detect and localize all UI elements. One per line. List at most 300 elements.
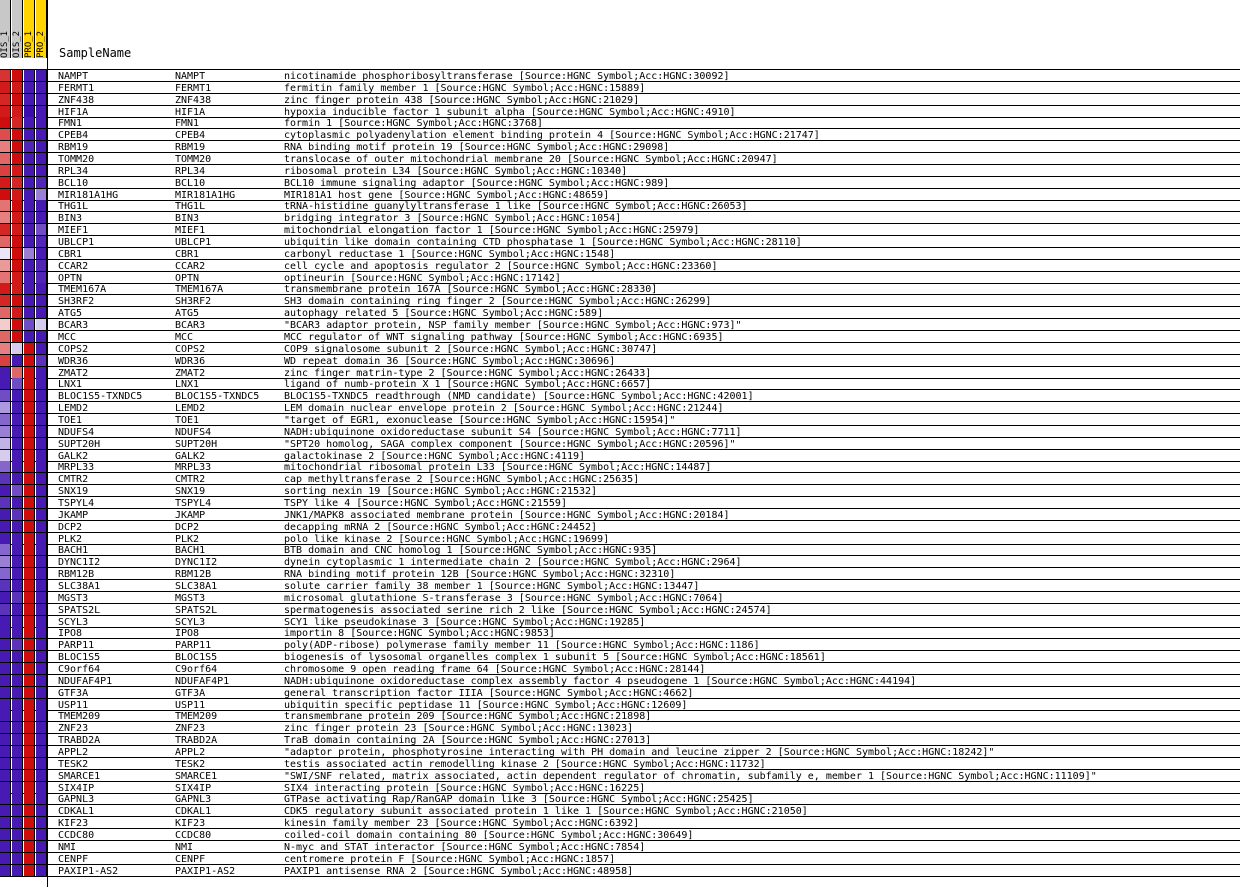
heatmap-cell	[0, 153, 11, 164]
heatmap-cell	[36, 82, 47, 93]
heatmap-row	[0, 556, 1240, 568]
gene-id: CCDC80	[58, 830, 95, 842]
gene-symbol: RBM12B	[175, 569, 212, 581]
heatmap-row	[0, 390, 1240, 402]
heatmap-cell	[12, 473, 23, 484]
heatmap-cell	[36, 129, 47, 140]
heatmap-cell	[36, 212, 47, 223]
gene-symbol: TRABD2A	[175, 735, 218, 747]
heatmap-cell	[24, 295, 35, 306]
gene-description: polo like kinase 2 [Source:HGNC Symbol;Acc:HGNC:19699]	[284, 533, 610, 545]
gene-id: DCP2	[58, 521, 83, 533]
heatmap-cell	[0, 70, 11, 81]
heatmap-row	[0, 438, 1240, 450]
gene-id: BIN3	[58, 213, 83, 225]
gene-symbol: ZMAT2	[175, 367, 206, 379]
gene-symbol: BCAR3	[175, 320, 206, 332]
gene-symbol: BLOC1S5	[175, 652, 218, 664]
heatmap-cell	[12, 367, 23, 378]
heatmap-cell	[36, 793, 47, 804]
gene-description: nicotinamide phosphoribosyltransferase [Source:HGNC Symbol;Acc:HGNC:30092]	[284, 71, 730, 82]
heatmap-cell	[12, 307, 23, 318]
gene-description: RNA binding motif protein 19 [Source:HGNC Symbol;Acc:HGNC:29098]	[284, 142, 670, 154]
gene-description: "BCAR3 adaptor protein, NSP family member [Source:HGNC Symbol;Acc:HGNC:973]"	[284, 320, 742, 332]
heatmap-cell	[12, 616, 23, 627]
heatmap-cell	[24, 426, 35, 437]
heatmap-row	[0, 450, 1240, 462]
heatmap-row	[0, 722, 1240, 734]
heatmap-cell	[24, 746, 35, 757]
heatmap-row	[0, 331, 1240, 343]
heatmap-cell	[0, 758, 11, 769]
heatmap-cell	[24, 94, 35, 105]
heatmap-cell	[24, 236, 35, 247]
gene-id: PARP11	[58, 640, 95, 652]
heatmap-row	[0, 129, 1240, 141]
gene-symbol: TOE1	[175, 414, 200, 426]
gene-id: MRPL33	[58, 462, 95, 474]
heatmap-cell	[24, 651, 35, 662]
heatmap-cell	[12, 687, 23, 698]
heatmap-row	[0, 497, 1240, 509]
heatmap-cell	[12, 746, 23, 757]
heatmap-cell	[36, 141, 47, 152]
heatmap-cell	[24, 461, 35, 472]
heatmap-cell	[12, 710, 23, 721]
gene-id: CBR1	[58, 248, 83, 260]
heatmap-cell	[36, 283, 47, 294]
gene-id: JKAMP	[58, 509, 89, 521]
heatmap-cell	[12, 177, 23, 188]
sample-header	[0, 0, 1240, 70]
heatmap-cell	[36, 627, 47, 638]
heatmap-cell	[0, 805, 11, 816]
heatmap-cell	[24, 521, 35, 532]
heatmap-row	[0, 592, 1240, 604]
heatmap-row	[0, 829, 1240, 841]
heatmap-cell	[12, 272, 23, 283]
gene-id: BCAR3	[58, 320, 89, 332]
heatmap-row	[0, 426, 1240, 438]
gene-id: TOE1	[58, 414, 83, 426]
gene-id: IPO8	[58, 628, 83, 640]
heatmap-cell	[12, 865, 23, 876]
sample-label: PRO_1	[24, 30, 34, 58]
heatmap-cell	[24, 556, 35, 567]
heatmap-cell	[0, 165, 11, 176]
gene-description: cap methyltransferase 2 [Source:HGNC Symbol;Acc:HGNC:25635]	[284, 474, 640, 486]
heatmap-cell	[12, 414, 23, 425]
heatmap-cell	[12, 319, 23, 330]
heatmap-cell	[12, 82, 23, 93]
heatmap-row	[0, 343, 1240, 355]
gene-id: MCC	[58, 331, 77, 343]
heatmap-cell	[24, 758, 35, 769]
gene-description: CDK5 regulatory subunit associated protein 1 like 1 [Source:HGNC Symbol;Acc:HGNC:21050]	[284, 806, 808, 818]
heatmap-cell	[24, 793, 35, 804]
gene-id: MIEF1	[58, 225, 89, 237]
gene-description: ligand of numb-protein X 1 [Source:HGNC Symbol;Acc:HGNC:6657]	[284, 379, 652, 391]
gene-id: NMI	[58, 841, 77, 853]
heatmap-cell	[0, 319, 11, 330]
heatmap-cell	[36, 450, 47, 461]
gene-id: SNX19	[58, 486, 89, 498]
heatmap-cell	[12, 829, 23, 840]
gene-description: "SPT20 homolog, SAGA complex component [Source:HGNC Symbol;Acc:HGNC:20596]"	[284, 438, 736, 450]
gene-symbol: GAPNL3	[175, 794, 212, 806]
gene-symbol: DCP2	[175, 521, 200, 533]
gene-id: ZNF23	[58, 723, 89, 735]
heatmap-row	[0, 106, 1240, 118]
heatmap-cell	[24, 592, 35, 603]
heatmap-cell	[36, 117, 47, 128]
heatmap-cell	[12, 556, 23, 567]
heatmap-row	[0, 770, 1240, 782]
gene-id: TSPYL4	[58, 497, 95, 509]
heatmap-row	[0, 509, 1240, 521]
gene-id: TMEM167A	[58, 284, 107, 296]
heatmap-cell	[12, 260, 23, 271]
heatmap-cell	[12, 106, 23, 117]
heatmap-cell	[12, 841, 23, 852]
heatmap-cell	[12, 722, 23, 733]
gene-id: CMTR2	[58, 474, 89, 486]
heatmap-cell	[36, 200, 47, 211]
gene-id: PAXIP1-AS2	[58, 865, 119, 877]
heatmap-cell	[24, 307, 35, 318]
gene-description: BLOC1S5-TXNDC5 readthrough (NMD candidate) [Source:HGNC Symbol;Acc:HGNC:42001]	[284, 391, 754, 403]
heatmap-cell	[36, 604, 47, 615]
sample-header-pro_2	[36, 0, 47, 58]
heatmap-cell	[0, 390, 11, 401]
heatmap-row	[0, 319, 1240, 331]
heatmap-cell	[12, 189, 23, 200]
gene-id: WDR36	[58, 355, 89, 367]
heatmap-row	[0, 817, 1240, 829]
gene-id: TESK2	[58, 758, 89, 770]
heatmap-cell	[36, 639, 47, 650]
gene-symbol: PARP11	[175, 640, 212, 652]
gene-description: mitochondrial elongation factor 1 [Source:HGNC Symbol;Acc:HGNC:25979]	[284, 225, 700, 237]
gene-id: BCL10	[58, 177, 89, 189]
gene-description: kinesin family member 23 [Source:HGNC Symbol;Acc:HGNC:6392]	[284, 818, 640, 830]
heatmap-cell	[0, 248, 11, 259]
gene-description: MIR181A1 host gene [Source:HGNC Symbol;Acc:HGNC:48659]	[284, 189, 610, 201]
heatmap-cell	[36, 853, 47, 864]
heatmap-cell	[0, 94, 11, 105]
heatmap-cell	[24, 331, 35, 342]
heatmap-row	[0, 699, 1240, 711]
heatmap-cell	[0, 295, 11, 306]
gene-symbol: MRPL33	[175, 462, 212, 474]
gene-id: LNX1	[58, 379, 83, 391]
heatmap-cell	[0, 627, 11, 638]
heatmap-cell	[36, 841, 47, 852]
gene-symbol: PAXIP1-AS2	[175, 865, 236, 877]
heatmap-cell	[36, 687, 47, 698]
heatmap-cell	[36, 438, 47, 449]
heatmap-cell	[36, 189, 47, 200]
gene-id: ZNF438	[58, 94, 95, 106]
gene-description: transmembrane protein 167A [Source:HGNC Symbol;Acc:HGNC:28330]	[284, 284, 658, 296]
gene-description: SIX4 interacting protein [Source:HGNC Symbol;Acc:HGNC:16225]	[284, 782, 646, 794]
heatmap-cell	[12, 236, 23, 247]
gene-id: SCYL3	[58, 616, 89, 628]
heatmap-cell	[12, 497, 23, 508]
gene-description: BTB domain and CNC homolog 1 [Source:HGNC Symbol;Acc:HGNC:935]	[284, 545, 658, 557]
gene-id: CENPF	[58, 853, 89, 865]
heatmap-row	[0, 710, 1240, 722]
heatmap-cell	[24, 212, 35, 223]
gene-symbol: NAMPT	[175, 71, 206, 82]
heatmap-row	[0, 414, 1240, 426]
heatmap-cell	[0, 710, 11, 721]
heatmap-cell	[0, 604, 11, 615]
gene-description: coiled-coil domain containing 80 [Source:HGNC Symbol;Acc:HGNC:30649]	[284, 830, 694, 842]
gene-id: CCAR2	[58, 260, 89, 272]
heatmap-cell	[36, 509, 47, 520]
gene-id: LEMD2	[58, 403, 89, 415]
heatmap-cell	[24, 378, 35, 389]
gene-id: GALK2	[58, 450, 89, 462]
heatmap-cell	[36, 663, 47, 674]
heatmap-cell	[12, 200, 23, 211]
heatmap-cell	[24, 438, 35, 449]
heatmap-cell	[24, 283, 35, 294]
heatmap-cell	[12, 521, 23, 532]
heatmap-cell	[12, 165, 23, 176]
heatmap-cell	[0, 367, 11, 378]
gene-symbol: SLC38A1	[175, 580, 218, 592]
gene-id: TRABD2A	[58, 735, 101, 747]
gene-symbol: BIN3	[175, 213, 200, 225]
heatmap-cell	[0, 485, 11, 496]
heatmap-cell	[0, 260, 11, 271]
heatmap-cell	[24, 722, 35, 733]
heatmap-cell	[12, 639, 23, 650]
heatmap-cell	[24, 533, 35, 544]
heatmap-cell	[12, 734, 23, 745]
gene-id: CDKAL1	[58, 806, 95, 818]
heatmap-cell	[36, 865, 47, 876]
heatmap-cell	[24, 106, 35, 117]
heatmap-cell	[24, 675, 35, 686]
heatmap-cell	[24, 248, 35, 259]
heatmap-row	[0, 307, 1240, 319]
heatmap-cell	[36, 295, 47, 306]
gene-description: zinc finger matrin-type 2 [Source:HGNC Symbol;Acc:HGNC:26433]	[284, 367, 652, 379]
heatmap-cell	[24, 82, 35, 93]
heatmap-cell	[24, 817, 35, 828]
gene-symbol: PLK2	[175, 533, 200, 545]
heatmap-cell	[12, 663, 23, 674]
heatmap-cell	[12, 402, 23, 413]
gene-symbol: FERMT1	[175, 82, 212, 94]
heatmap-row	[0, 70, 1240, 82]
heatmap-cell	[24, 770, 35, 781]
heatmap-cell	[24, 165, 35, 176]
heatmap-cell	[12, 604, 23, 615]
gene-symbol: MIEF1	[175, 225, 206, 237]
heatmap-cell	[24, 568, 35, 579]
gene-description: ubiquitin like domain containing CTD phosphatase 1 [Source:HGNC Symbol;Acc:HGNC:28110]	[284, 237, 802, 249]
gene-id: DYNC1I2	[58, 557, 101, 569]
heatmap-row	[0, 841, 1240, 853]
heatmap-cell	[0, 378, 11, 389]
gene-id: SLC38A1	[58, 580, 101, 592]
gene-id: HIF1A	[58, 106, 89, 118]
gene-description: ubiquitin specific peptidase 11 [Source:HGNC Symbol;Acc:HGNC:12609]	[284, 699, 688, 711]
heatmap-cell	[36, 106, 47, 117]
gene-symbol: USP11	[175, 699, 206, 711]
gene-symbol: CPEB4	[175, 130, 206, 142]
gene-symbol: TSPYL4	[175, 497, 212, 509]
heatmap-row	[0, 236, 1240, 248]
heatmap-row	[0, 355, 1240, 367]
heatmap-cell	[24, 805, 35, 816]
heatmap-row	[0, 177, 1240, 189]
heatmap-row	[0, 402, 1240, 414]
heatmap-cell	[0, 521, 11, 532]
heatmap-cell	[24, 509, 35, 520]
gene-symbol: SNX19	[175, 486, 206, 498]
gene-symbol: SPATS2L	[175, 604, 218, 616]
heatmap-cell	[12, 378, 23, 389]
heatmap-cell	[0, 616, 11, 627]
heatmap-row	[0, 639, 1240, 651]
heatmap-cell	[0, 497, 11, 508]
gene-symbol: APPL2	[175, 747, 206, 759]
heatmap-cell	[0, 461, 11, 472]
heatmap-cell	[0, 663, 11, 674]
heatmap-cell	[0, 438, 11, 449]
heatmap-cell	[24, 414, 35, 425]
heatmap-cell	[36, 236, 47, 247]
gene-description: WD repeat domain 36 [Source:HGNC Symbol;Acc:HGNC:30696]	[284, 355, 616, 367]
heatmap-cell	[0, 639, 11, 650]
gene-id: RBM12B	[58, 569, 95, 581]
heatmap-cell	[0, 200, 11, 211]
heatmap-cell	[0, 224, 11, 235]
gene-description: SH3 domain containing ring finger 2 [Source:HGNC Symbol;Acc:HGNC:26299]	[284, 296, 712, 308]
gene-description: TraB domain containing 2A [Source:HGNC Symbol;Acc:HGNC:27013]	[284, 735, 652, 747]
gene-symbol: ZNF438	[175, 94, 212, 106]
heatmap-cell	[12, 793, 23, 804]
heatmap-cell	[36, 746, 47, 757]
gene-id: SH3RF2	[58, 296, 95, 308]
heatmap-cell	[36, 390, 47, 401]
gene-description: hypoxia inducible factor 1 subunit alpha [Source:HGNC Symbol;Acc:HGNC:4910]	[284, 106, 736, 118]
sample-header-ois_1	[0, 0, 11, 58]
heatmap-cell	[0, 829, 11, 840]
heatmap-cell	[24, 485, 35, 496]
heatmap-cell	[24, 853, 35, 864]
gene-symbol: RPL34	[175, 165, 206, 177]
gene-description: "adaptor protein, phosphotyrosine interacting with PH domain and leucine zipper 2 [Source:HGNC Symbol;Acc:HGNC:18242]"	[284, 747, 995, 759]
heatmap-cell	[36, 770, 47, 781]
heatmap-cell	[36, 343, 47, 354]
heatmap-cell	[36, 414, 47, 425]
heatmap-cell	[24, 402, 35, 413]
gene-symbol: FMN1	[175, 118, 200, 130]
heatmap-cell	[36, 70, 47, 81]
gene-description: mitochondrial ribosomal protein L33 [Source:HGNC Symbol;Acc:HGNC:14487]	[284, 462, 712, 474]
gene-symbol: GTF3A	[175, 687, 206, 699]
gene-description: GTPase activating Rap/RanGAP domain like 3 [Source:HGNC Symbol;Acc:HGNC:25425]	[284, 794, 754, 806]
heatmap-cell	[12, 331, 23, 342]
gene-id: BLOC1S5-TXNDC5	[58, 391, 143, 403]
heatmap-cell	[24, 627, 35, 638]
gene-id: SUPT20H	[58, 438, 101, 450]
gene-id: FMN1	[58, 118, 83, 130]
gene-description: zinc finger protein 23 [Source:HGNC Symbol;Acc:HGNC:13023]	[284, 723, 634, 735]
gene-id: APPL2	[58, 747, 89, 759]
gene-description: galactokinase 2 [Source:HGNC Symbol;Acc:HGNC:4119]	[284, 450, 586, 462]
heatmap-cell	[36, 260, 47, 271]
heatmap-cell	[36, 568, 47, 579]
heatmap-row	[0, 580, 1240, 592]
heatmap-cell	[12, 70, 23, 81]
heatmap-cell	[0, 307, 11, 318]
heatmap-row	[0, 141, 1240, 153]
heatmap-cell	[36, 651, 47, 662]
gene-id: COPS2	[58, 343, 89, 355]
heatmap-cell	[24, 616, 35, 627]
heatmap-row	[0, 675, 1240, 687]
sample-label: PRO_2	[36, 30, 46, 58]
gene-description: zinc finger protein 438 [Source:HGNC Symbol;Acc:HGNC:21029]	[284, 94, 640, 106]
heatmap-row	[0, 367, 1240, 379]
gene-symbol: MGST3	[175, 592, 206, 604]
heatmap-row	[0, 544, 1240, 556]
gene-symbol: BCL10	[175, 177, 206, 189]
gene-symbol: OPTN	[175, 272, 200, 284]
heatmap-cell	[24, 319, 35, 330]
heatmap-cell	[12, 212, 23, 223]
gene-id: BACH1	[58, 545, 89, 557]
heatmap-cell	[24, 117, 35, 128]
gene-symbol: MIR181A1HG	[175, 189, 236, 201]
heatmap-cell	[36, 426, 47, 437]
heatmap-cell	[0, 687, 11, 698]
heatmap-cell	[36, 177, 47, 188]
gene-symbol: TMEM209	[175, 711, 218, 723]
heatmap-cell	[0, 283, 11, 294]
heatmap-cell	[0, 189, 11, 200]
heatmap-cell	[0, 734, 11, 745]
gene-symbol: CCAR2	[175, 260, 206, 272]
heatmap-row	[0, 94, 1240, 106]
heatmap-cell	[24, 497, 35, 508]
heatmap-cell	[12, 94, 23, 105]
gene-symbol: RBM19	[175, 142, 206, 154]
heatmap-cell	[0, 331, 11, 342]
heatmap-cell	[0, 129, 11, 140]
gene-description: cell cycle and apoptosis regulator 2 [Source:HGNC Symbol;Acc:HGNC:23360]	[284, 260, 718, 272]
gene-description: COP9 signalosome subunit 2 [Source:HGNC Symbol;Acc:HGNC:30747]	[284, 343, 658, 355]
gene-symbol: ATG5	[175, 308, 200, 320]
heatmap-cell	[24, 260, 35, 271]
heatmap-cell	[36, 497, 47, 508]
gene-description: MCC regulator of WNT signaling pathway [Source:HGNC Symbol;Acc:HGNC:6935]	[284, 331, 724, 343]
heatmap-row	[0, 200, 1240, 212]
gene-symbol: ZNF23	[175, 723, 206, 735]
heatmap-cell	[0, 272, 11, 283]
heatmap-cell	[36, 544, 47, 555]
gene-id: SIX4IP	[58, 782, 95, 794]
gene-description: "SWI/SNF related, matrix associated, actin dependent regulator of chromatin, subfamily e, member 1 [Source:HGNC Symbol;Acc:HGNC:11109]"	[284, 770, 1097, 782]
gene-description: carbonyl reductase 1 [Source:HGNC Symbol;Acc:HGNC:1548]	[284, 248, 616, 260]
